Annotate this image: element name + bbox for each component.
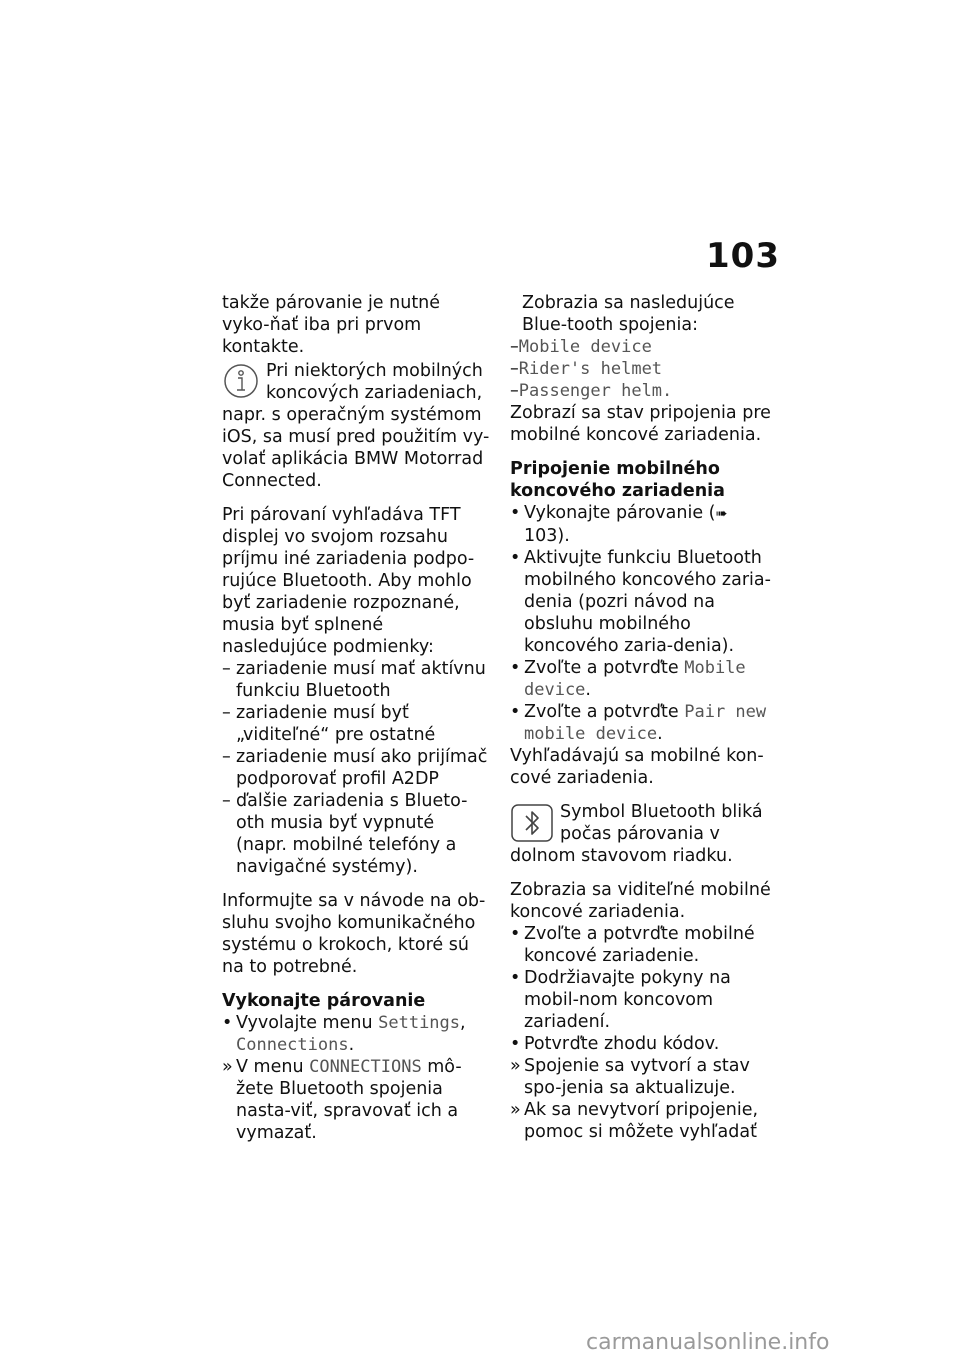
list-item: – zariadenie musí mať aktívnu funkciu Bluetooth: [222, 659, 486, 701]
arrow-ref-icon: ➠: [715, 506, 728, 522]
paragraph: Informujte sa v návode na ob-sluhu svojho komunikačného systému o krokoch, ktoré sú na to potrebné.: [222, 891, 486, 977]
list-item: –Rider's helmet: [510, 359, 663, 379]
info-icon: [222, 362, 260, 400]
left-column: [222, 292, 490, 1144]
paragraph: Pri párovaní vyhľadáva TFT displej vo svojom rozsahu príjmu iné zariadenia podpo-rujúce Bluetooth. Aby mohlo byť zariadenie rozpoznané, musia byť splnené nasledujúce podmienky:: [222, 505, 475, 657]
conditions-list: [222, 658, 490, 878]
bluetooth-note: Symbol Bluetooth bliká počas párovania v dolnom stavovom riadku.: [510, 802, 763, 866]
result-item: » V menu CONNECTIONS mô-žete Bluetooth spojenia nasta-viť, spravovať ich a vymazať.: [222, 1057, 462, 1143]
list-item: – zariadenie musí byť „viditeľné“ pre ostatné: [222, 703, 436, 745]
list-item: – zariadenie musí ako prijímač podporovať profil A2DP: [222, 747, 488, 789]
list-item: –Passenger helm.: [510, 381, 673, 401]
result-item: » Spojenie sa vytvorí a stav spo-jenia sa aktualizuje.: [510, 1056, 750, 1098]
step-item: • Dodržiavajte pokyny na mobil-nom koncovom zariadení.: [510, 968, 731, 1032]
connections-list: [510, 336, 778, 402]
step-item: • Vykonajte párovanie (➠ 103).: [510, 503, 728, 546]
info-note: Pri niektorých mobilných koncových zariadeniach, napr. s operačným systémom iOS, sa musí pred použitím vy-volať aplikácia BMW Motorrad Connected.: [222, 361, 490, 491]
step-item: • Zvoľte a potvrďte Mobile device.: [510, 658, 746, 700]
paragraph: takže párovanie je nutné vyko-ňať iba pri prvom kontakte.: [222, 293, 441, 357]
bluetooth-icon: [510, 803, 554, 843]
paragraph: Zobrazia sa nasledujúce Blue-tooth spojenia:: [522, 293, 735, 335]
paragraph: Vyhľadávajú sa mobilné kon-cové zariadenia.: [510, 746, 764, 788]
result-item: » Ak sa nevytvorí pripojenie, pomoc si môžete vyhľadať: [510, 1100, 759, 1142]
list-item: –Mobile device: [510, 337, 652, 357]
step-item: • Potvrďte zhodu kódov.: [510, 1034, 720, 1054]
paragraph: Zobrazí sa stav pripojenia pre mobilné koncové zariadenia.: [510, 403, 771, 445]
list-item: – ďalšie zariadenia s Blueto-oth musia byť vypnuté (napr. mobilné telefóny a navigačné systémy).: [222, 791, 468, 877]
paragraph: Zobrazia sa viditeľné mobilné koncové zariadenia.: [510, 880, 771, 922]
section-heading: Pripojenie mobilného koncového zariadenia: [510, 459, 725, 501]
step-item: • Zvoľte a potvrďte mobilné koncové zariadenie.: [510, 924, 755, 966]
section-heading: Vykonajte párovanie: [222, 991, 426, 1011]
right-column: [510, 292, 778, 1143]
step-item: • Vyvolajte menu Settings, Connections.: [222, 1013, 466, 1055]
page-number: 103: [706, 236, 780, 276]
step-item: • Aktivujte funkciu Bluetooth mobilného koncového zaria-denia (pozri návod na obsluhu mobilného koncového zaria-denia).: [510, 548, 771, 656]
step-item: • Zvoľte a potvrďte Pair new mobile device.: [510, 702, 767, 744]
watermark: carmanualsonline.info: [586, 1330, 830, 1355]
